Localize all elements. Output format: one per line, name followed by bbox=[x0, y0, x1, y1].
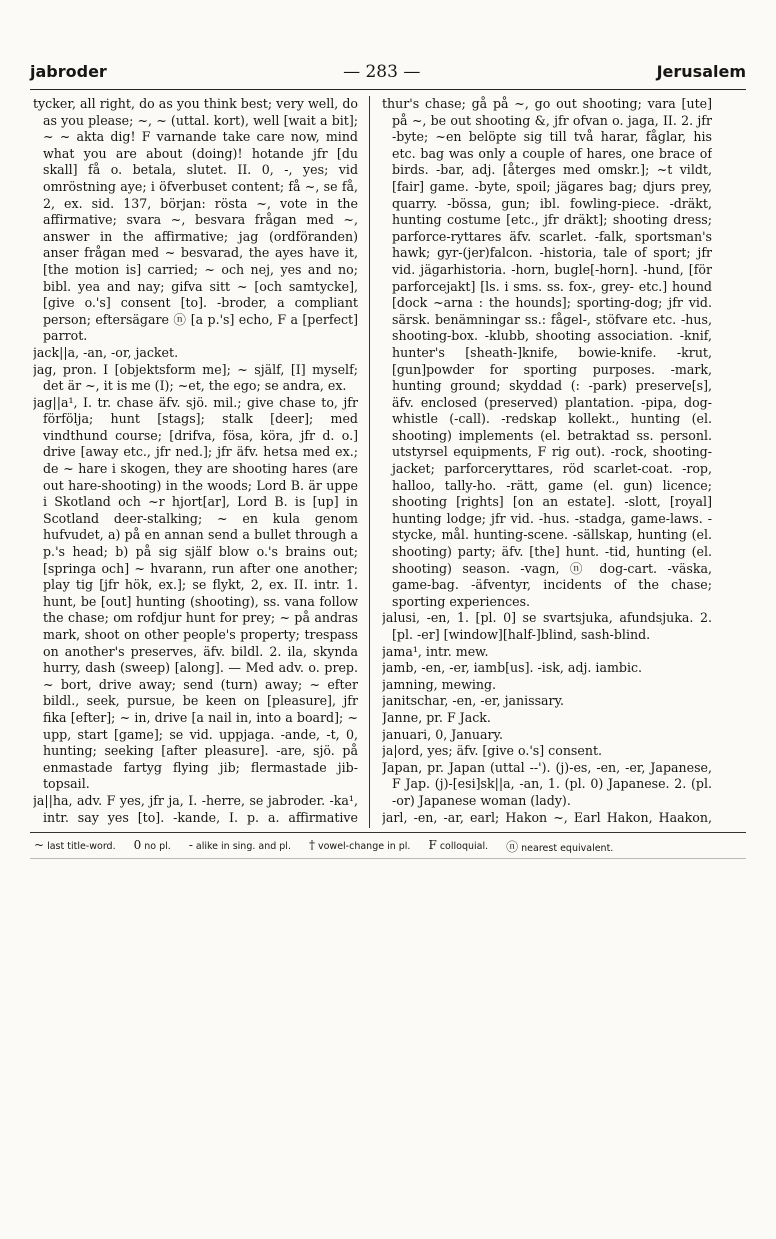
dictionary-entry: tycker, all right, do as you think best; very well, do as you please; ~, ~ (uttal. kort), well [wait a bit]; ~ ~ akta dig! F varnande take care now, mind what you are about (doing)! hotande jfr [du skall] få o. betala, slutet. II. 0, -, yes; vid omröstning aye; i öfverbuset content; få ~, se få, 2, ex. sid. 137, början: rösta ~, vote in the affirmative; svara ~, besvara frågan med ~, answer in the affirmative; jag (ordföranden) anser frågan med ~ besvarad, the ayes have it, [the motion is] carried; ~ och nej, yes and no; bibl. yea and nay; gifva sitt ~ [och samtycke], [give o.'s] consent [to]. -broder, a compliant person; eftersägare ⓝ [a p.'s] echo, F a [perfect] parrot. bbox=[33, 96, 358, 344]
footer-rule bbox=[30, 832, 746, 833]
page-number: — 283 — bbox=[343, 62, 421, 82]
right-column bbox=[382, 96, 712, 826]
legend-symbol: - bbox=[188, 838, 193, 852]
legend-symbol: ⓝ bbox=[506, 840, 519, 854]
page-bottom-rule bbox=[30, 858, 746, 859]
legend-item bbox=[134, 838, 171, 855]
dictionary-entry: jag||a¹, I. tr. chase äfv. sjö. mil.; give chase to, jfr förfölja; hunt [stags]; stalk [deer]; med vindthund course; [drifva, fösa, köra, jfr d. o.] drive [away etc., jfr ned.]; jfr äfv. hetsa med ex.; de ~ hare i skogen, they are shooting hares (are out hare-shooting) in the woods; Lord B. är uppe i Skotland och ~r hjort[ar], Lord B. is [up] in Scotland deer-stalking; ~ en kula genom hufvudet, a) på en annan send a bullet through a p.'s head; b) på sig själf blow o.'s brains out; [springa och] ~ hvarann, run after one another; play tig [jfr hök, ex.]; se flykt, 2, ex. II. intr. 1. hunt, be [out] hunting (shooting), ss. vana follow the chase; om rofdjur hunt for prey; ~ på andras mark, shoot on other people's property; trespass on another's preserves, äfv. bildl. 2. ila, skynda hurry, dash (sweep) [along]. — Med adv. o. prep. ~ bort, drive away; send (turn) away; ~ efter bildl., seek, pursue, be keen on [pleasure], jfr fika [efter]; ~ in, drive [a nail in, into a board]; ~ upp, start [game]; se vid. uppjaga. -ande, -t, 0, hunting; seeking [after pleasure]. -are, sjö. på enmastade fartyg flying jib; flermastade jib-topsail. bbox=[33, 394, 358, 792]
dictionary-entry: jag, pron. I [objektsform me]; ~ själf, [I] myself; det är ~, it is me (I); ~et, the ego; se andra, ex. bbox=[33, 361, 358, 394]
dictionary-entry: jarl, -en, -ar, earl; Hakon ~, Earl Hakon, Haakon, bbox=[382, 809, 712, 825]
dictionary-entry: januari, 0, January. bbox=[382, 726, 503, 742]
legend-item bbox=[189, 838, 291, 855]
legend-text: no pl. bbox=[141, 841, 171, 852]
dictionary-entry: ja|ord, yes; äfv. [give o.'s] consent. bbox=[382, 743, 603, 759]
dictionary-entry: Japan, pr. Japan (uttal --'). (j)-es, -en, -er, Japanese, F Jap. (j)-[esi]sk||a, -an, 1. (pl. 0) Japanese. 2. (pl. -or) Japanese woman (lady). bbox=[382, 759, 712, 808]
legend-item bbox=[309, 838, 411, 855]
legend-item bbox=[428, 838, 488, 855]
page-header bbox=[30, 62, 746, 86]
legend-symbol: † bbox=[308, 838, 315, 852]
legend-item bbox=[506, 838, 613, 855]
dictionary-entry: thur's chase; gå på ~, go out shooting; vara [ute] på ~, be out shooting &, jfr ofvan o. jaga, II. 2. jfr -byte; ~en belöpte sig till två harar, fåglar, his etc. bag was only a couple of hares, one brace of birds. -bar, adj. [återges med omskr.]; ~t vildt, [fair] game. -byte, spoil; jägares bag; djurs prey, quarry. -bössa, gun; ibl. fowling-piece. -dräkt, hunting costume [etc., jfr dräkt]; shooting dress; parforce-ryttares äfv. scarlet. -falk, sportsman's hawk; gyr-(jer)falcon. -historia, tale of sport; jfr vid. jägarhistoria. -horn, bugle[-horn]. -hund, [för parforcejakt] [ls. i sms. ss. fox-, grey- etc.] hound [dock ~arna : the hounds]; sporting-dog; jfr vid. särsk. benämningar ss.: fågel-, stöfvare etc. -hus, shooting-box. -klubb, shooting association. -knif, hunter's [sheath-]knife, bowie-knife. -krut, [gun]powder for sporting purposes. -mark, hunting ground; skyddad (: -park) preserve[s], äfv. enclosed (preserved) plantation. -pipa, dog-whistle (-call). -redskap kollekt., hunting (el. shooting) implements (el. betraktad ss. personl. utstyrsel equipments, F rig out). -rock, shooting-jacket; parforceryttares, röd scarlet-coat. -rop, halloo, tally-ho. -rätt, game (el. gun) licence; shooting [rights] [on an estate]. -slott, [royal] hunting lodge; jfr vid. -hus. -stadga, game-laws. -stycke, mål. hunting-scene. -sällskap, hunting (el. shooting) party; äfv. [the] hunt. -tid, hunting (el. shooting) season. -vagn, ⓝ dog-cart. -väska, game-bag. -äfventyr, incidents of the chase; sporting experiences. bbox=[382, 96, 712, 609]
legend-text: last title-word. bbox=[44, 841, 116, 852]
legend-symbol: ~ bbox=[34, 838, 45, 852]
dictionary-entry: jalusi, -en, 1. [pl. 0] se svartsjuka, afundsjuka. 2. [pl. -er] [window][half-]blind, sash-blind. bbox=[382, 610, 712, 642]
left-column bbox=[33, 96, 358, 826]
abbreviation-legend bbox=[34, 838, 746, 855]
legend-text: colloquial. bbox=[436, 841, 489, 852]
legend-symbol: F bbox=[428, 838, 437, 852]
legend-item bbox=[34, 838, 116, 855]
left-headword: jabroder bbox=[30, 62, 107, 81]
header-rule bbox=[30, 89, 746, 90]
legend-text: vowel-change in pl. bbox=[314, 841, 411, 852]
dictionary-entry: jamning, mewing. bbox=[382, 676, 497, 692]
right-headword: Jerusalem bbox=[656, 62, 746, 81]
dictionary-entry: Janne, pr. F Jack. bbox=[382, 709, 491, 725]
legend-text: nearest equivalent. bbox=[518, 843, 614, 854]
dictionary-entry: ja||ha, adv. F yes, jfr ja, I. -herre, se jabroder. -ka¹, intr. say yes [to]. -kande, I. p. a. affirmative bbox=[33, 792, 358, 825]
legend-text: alike in sing. and pl. bbox=[192, 841, 291, 852]
dictionary-entry: jamb, -en, -er, iamb[us]. -isk, adj. iambic. bbox=[382, 660, 643, 676]
dictionary-entry: jama¹, intr. mew. bbox=[382, 643, 489, 659]
dictionary-entry: jack||a, -an, -or, jacket. bbox=[33, 344, 179, 360]
column-divider bbox=[369, 96, 370, 828]
legend-symbol: 0 bbox=[133, 838, 142, 852]
dictionary-entry: janitschar, -en, -er, janissary. bbox=[382, 693, 565, 709]
